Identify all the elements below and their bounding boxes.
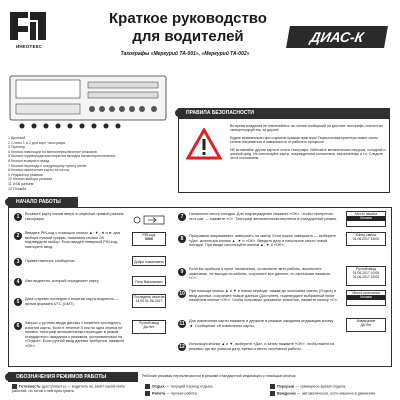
- step-text: Вставьте карту чипом вверх в открытый прямой разъем тахографа.: [25, 212, 124, 221]
- warning-icon: [186, 128, 222, 160]
- safety-heading: ПРАВИЛА БЕЗОПАСНОСТИ: [178, 108, 390, 118]
- screen-start-place: Место начала Москва: [346, 211, 386, 227]
- screen-manual-entry: Ручной ввод Да Нет: [132, 320, 166, 334]
- step-text: Если вы прибыли в пункт назначения, остановите авто работы, выключите зажигание, не выходя из кабины, сохраните все данные; по окончании нажмите «С».: [189, 267, 331, 281]
- screen-manual-entry-2: Ручной ввод 01.06.2017 10:05 01.06.2017 18:00: [346, 266, 386, 286]
- step-number: 4: [14, 278, 22, 286]
- safety-text: Во время вождения не отвлекайтесь на чтение сообщений на дисплее тахографа, полностью сконцентрируйтесь на дороге! Будьте внимательны при открытии крышки принтера! Термоголовка принтера может очень сильно нагреваться в зависимости от рабочего процесса! НЕ вставляйте другие карты в слоты тахографа. Избегайте механических нагрузок, холодной и грязной сред. Не используйте карты, поврежденные контактами, загрязненные и т.п. Следите за их состоянием.: [230, 124, 386, 161]
- driving-icon: [270, 391, 275, 396]
- tachograph-device-diagram: [8, 74, 168, 134]
- screen-last-removal: Последнее изъятие 14:00 01-06-2017: [132, 294, 166, 308]
- screen-end-place: Место окончания Москва: [346, 290, 386, 306]
- step-number: 6: [14, 322, 22, 330]
- mode-availability: Готовность (доступность) — водитель не занят какой-либо работой, но готов к ней приступить.: [12, 384, 125, 394]
- work-icon: [145, 391, 150, 396]
- screen-card-out: Извлечение Да Нет: [346, 318, 386, 332]
- step-number: 9: [178, 268, 186, 276]
- device-legend: 1 Дисплей 2 Слоты 1 и 2 для карт тахографа 3 Принтер 4 Кнопка навигации по меню/переключение режимов 5 Кнопка подтверждения/открытия вкладок меню/переключение 6 Кнопка возврата назад 7 Кнопка перехода к следующему пункту меню 8 Кнопка извлечения карты из слота 9 Индикатор режима 10 Кнопки выбора режима 11 USB разъем 12 Пломба: [8, 136, 116, 191]
- step-text: Приветственное сообщение.: [25, 259, 76, 263]
- screen-driver: Петр Васильевич: [132, 276, 166, 286]
- step-number: 1: [14, 213, 22, 221]
- step-text: Используя кнопки ▲ и ▼, выберите «Да», и затем нажмите «OK», чтобы выйти из режима, где вы указали дату, время и место окончания работы.: [189, 342, 335, 351]
- step-text: Программа запрашивает, завершать ли смену. Если нужно завершить — выберите «Да», используя кнопки ▲, ▼ и «OK». Введите дату и начальное место новой поездки. При вводе используйте кнопки ▲, ▼ и «OK».: [189, 234, 336, 248]
- step-number: 10: [179, 291, 185, 297]
- modes-heading: ОБОЗНАЧЕНИЯ РЕЖИМОВ РАБОТЫ: [8, 372, 138, 382]
- step-text: Запрос о ручном вводе данных с момента последнего изъятия карты. Если в течение 5 сек ни одна кнопка не нажата, тахограф автоматически переходит в режим стандартного ожидания с режимом, установленным на «Отдых». Если ручной ввод данных требуется, нажмите «OK».: [25, 321, 125, 348]
- modes-note: Рабочие режимы переключаются в режиме стандартной индикации с помощью кнопок:: [142, 374, 297, 378]
- brand-badge: ДИАС-К: [286, 26, 388, 48]
- step-text: Дата и время последнего изъятия карты водителя — время формата UTC (GMT).: [25, 297, 119, 306]
- step-text: Введите PIN-код с помощью кнопок ▲, ▼, ◄ и ► для выбора нужной цифры, нажатием кнопки OK подтвердите выбор. Если введен неверный PIN-код, повторите ввод.: [25, 231, 120, 249]
- start-heading: НАЧАЛО РАБОТЫ: [8, 197, 78, 207]
- mode-driving: Вождение — автоматически, если машина в движении.: [270, 391, 392, 396]
- step-number: 7: [178, 213, 186, 221]
- break-icon: [270, 384, 275, 389]
- screen-welcome: Добро пожаловать: [132, 256, 166, 266]
- step-number: 8: [178, 235, 186, 243]
- card-insert-icon: [132, 212, 166, 228]
- step-text: Начальное место поездки. Для подтверждения нажмите «OK». Чтобы пропустить этот шаг — нажмите «С». Тахограф автоматически вернется в стандартный режим.: [189, 212, 337, 221]
- screen-end-shift: Конец смены 01.06.2017 18:00: [346, 232, 386, 246]
- logo-text: ИНКОТЕКС: [15, 44, 43, 49]
- page-title: Краткое руководство для водителей: [109, 10, 267, 45]
- mode-work: Работа — прочая работа.: [145, 391, 255, 396]
- step-number: 11: [179, 321, 185, 327]
- step-text: Для извлечения карты нажмите и держите в режиме ожидания индикацию кнопку ◄. Сообщение об извлечении карты.: [189, 319, 334, 328]
- step-number: 5: [14, 298, 22, 306]
- logo-emblem-icon: [6, 8, 50, 44]
- step-number: 12: [179, 344, 185, 350]
- step-number: 2: [14, 232, 22, 240]
- rest-icon: [145, 384, 150, 389]
- mode-rest: Отдых — текущий период отдыха.: [145, 384, 255, 389]
- step-number: 3: [14, 258, 22, 266]
- screen-pin: PIN-код: 0000: [132, 232, 166, 246]
- page-subtitle: Тахографы «Меркурий ТА-001», «Меркурий ТА-002»: [120, 51, 250, 57]
- step-text: Имя водителя, который определяет карту.: [25, 279, 100, 283]
- mode-break: Перерыв — суммарное время отдыха.: [270, 384, 392, 389]
- step-text: При помощи кнопок ▲ и ▼ в новом периоде, нажав до окончания смены (Отдых) и ввод данных, сохраните новые данные (Доступен), подтвердите выбранный пункт нажатием кнопки «OK». Чтобы исправить указанное значение, нажмите кнопку «С».: [189, 289, 338, 303]
